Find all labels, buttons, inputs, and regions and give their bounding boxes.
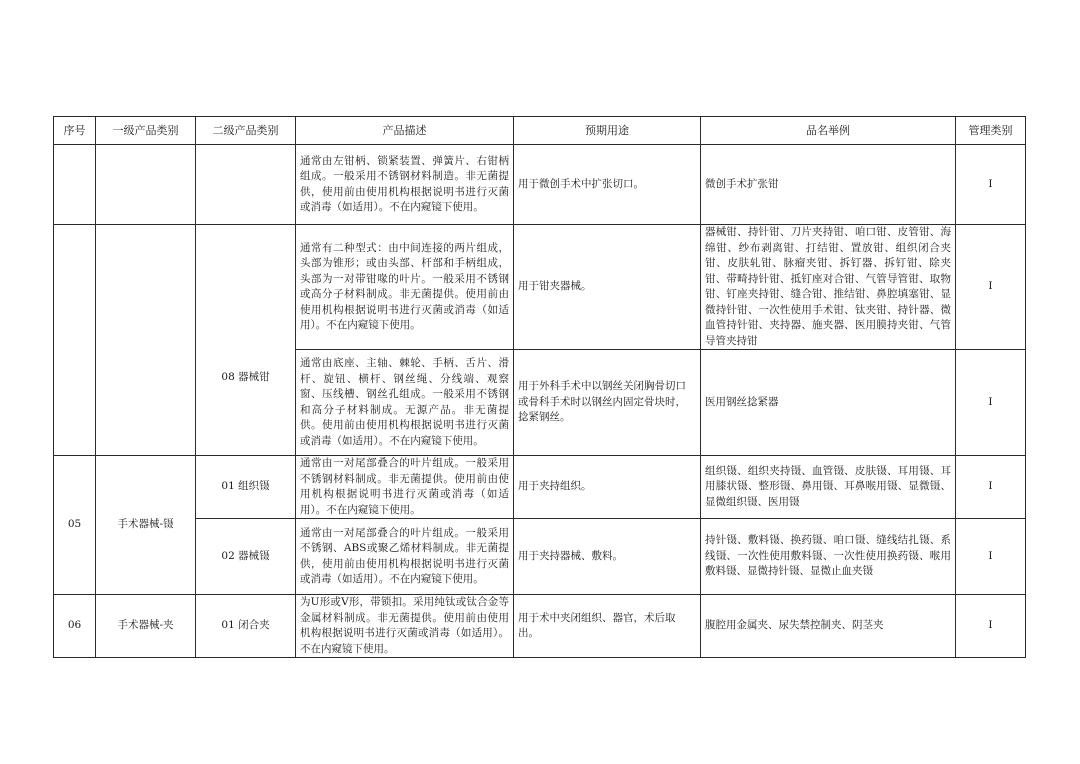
seq-cell	[54, 145, 96, 225]
level2-cell: 02 器械镊	[196, 519, 296, 595]
examples-cell: 组织镊、组织夹持镊、血管镊、皮肤镊、耳用镊、耳用膝状镊、整形镊、鼻用镊、耳鼻喉用镊、显微镊、显微组织镊、医用镊	[701, 456, 956, 519]
examples-cell: 微创手术扩张钳	[701, 145, 956, 225]
description-cell: 通常由左钳柄、锁紧装置、弹簧片、右钳柄组成。一般采用不锈钢材料制造。非无菌提供，使用前由使用机构根据说明书进行灭菌或消毒（如适用）。不在内窥镜下使用。	[296, 145, 514, 225]
seq-cell: 05	[54, 456, 96, 595]
header-description: 产品描述	[296, 117, 514, 145]
table-row	[54, 225, 1026, 350]
class-cell: I	[956, 145, 1026, 225]
intended-use-cell: 用于外科手术中以钢丝关闭胸骨切口或骨科手术时以钢丝内固定骨块时，捻紧钢丝。	[514, 350, 701, 456]
examples-cell: 器械钳、持针钳、刀片夹持钳、咱口钳、皮管钳、海绵钳、纱布剥离钳、打结钳、置放钳、组织闭合夹钳、皮肤轧钳、脉瘤夹钳、拆钉器、拆钉钳、除夹钳、带畸持针钳、抵钉座对合钳、气管导管钳、取物钳、钉座夹持钳、缝合钳、推结钳、鼻腔填塞钳、显微持针钳、一次性使用手术钳、钛夹钳、持针器、微血管持针钳、夹持器、施夹器、医用膜持夹钳、气管导管夹持钳	[701, 225, 956, 350]
table-row	[54, 456, 1026, 519]
level2-cell: 08 器械钳	[196, 225, 296, 456]
product-catalog-table	[53, 116, 1026, 658]
intended-use-cell: 用于夹持组织。	[514, 456, 701, 519]
intended-use-cell: 用于夹持器械、敷料。	[514, 519, 701, 595]
examples-cell: 持针镊、敷料镊、换药镊、咱口镊、缝线结扎镊、系线镊、一次性使用敷料镊、一次性使用换药镊、喉用敷料镊、显微持针镊、显微止血夹镊	[701, 519, 956, 595]
header-seq: 序号	[54, 117, 96, 145]
description-cell: 通常由底座、主轴、棘轮、手柄、舌片、滑杆、旋钮、横杆、钢丝绳、分线端、观察窗、压线槽、钢丝孔组成。一般采用不锈钢和高分子材料制成。无源产品。非无菌提供。使用前由使用机构根据说明书进行灭菌或消毒（如适用）。不在内窥镜下使用。	[296, 350, 514, 456]
description-cell: 通常有二种型式：由中间连接的两片组成，头部为锥形；或由头部、杆部和手柄组成，头部为一对带钳喙的叶片。一般采用不锈钢或高分子材料制成。非无菌提供。使用前由使用机构根据说明书进行灭菌或消毒（如适用）。不在内窥镜下使用。	[296, 225, 514, 350]
level2-cell	[196, 145, 296, 225]
table-row	[54, 519, 1026, 595]
seq-cell	[54, 225, 96, 456]
header-management-class: 管理类别	[956, 117, 1026, 145]
class-cell: I	[956, 595, 1026, 658]
table-header-row	[54, 117, 1026, 145]
header-level2-category: 二级产品类别	[196, 117, 296, 145]
class-cell: I	[956, 225, 1026, 350]
level1-cell: 手术器械-镊	[96, 456, 196, 595]
description-cell: 通常由一对尾部叠合的叶片组成。一般采用不锈钢材料制成。非无菌提供。使用前由使用机构根据说明书进行灭菌或消毒（如适用）。不在内窥镜下使用。	[296, 456, 514, 519]
class-cell: I	[956, 519, 1026, 595]
level1-cell	[96, 145, 196, 225]
examples-cell: 医用钢丝捻紧器	[701, 350, 956, 456]
level2-cell: 01 闭合夹	[196, 595, 296, 658]
header-examples: 品名举例	[701, 117, 956, 145]
level1-cell	[96, 225, 196, 456]
class-cell: I	[956, 350, 1026, 456]
intended-use-cell: 用于钳夹器械。	[514, 225, 701, 350]
header-level1-category: 一级产品类别	[96, 117, 196, 145]
header-intended-use: 预期用途	[514, 117, 701, 145]
description-cell: 通常由一对尾部叠合的叶片组成。一般采用不锈钢、ABS或聚乙烯材料制成。非无菌提供，使用前由使用机构根据说明书进行灭菌或消毒（如适用）。不在内窥镜下使用。	[296, 519, 514, 595]
level2-cell: 01 组织镊	[196, 456, 296, 519]
description-cell: 为U形或V形，带锁扣。采用纯钛或钛合金等金属材料制成。非无菌提供。使用前由使用机构根据说明书进行灭菌或消毒（如适用）。不在内窥镜下使用。	[296, 595, 514, 658]
class-cell: I	[956, 456, 1026, 519]
seq-cell: 06	[54, 595, 96, 658]
table-row	[54, 595, 1026, 658]
examples-cell: 腹腔用金属夹、尿失禁控制夹、阴茎夹	[701, 595, 956, 658]
intended-use-cell: 用于术中夹闭组织、器官，术后取出。	[514, 595, 701, 658]
intended-use-cell: 用于微创手术中扩张切口。	[514, 145, 701, 225]
level1-cell: 手术器械-夹	[96, 595, 196, 658]
table-row	[54, 145, 1026, 225]
